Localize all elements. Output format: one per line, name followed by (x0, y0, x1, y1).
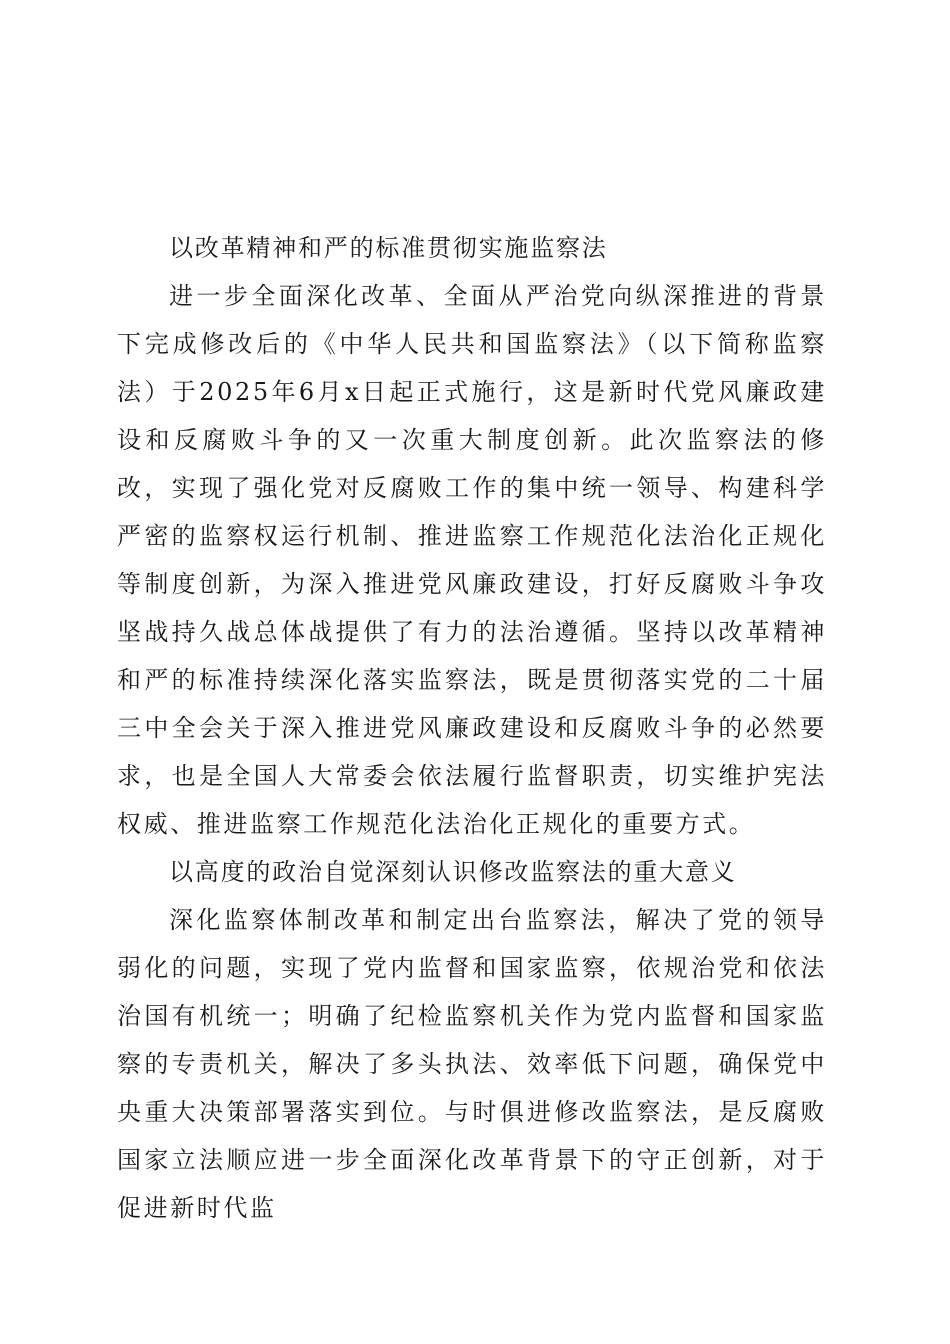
document-body (117, 224, 827, 1232)
document-title: 以改革精神和严的标准贯彻实施监察法 (169, 234, 608, 262)
paragraph: 深化监察体制改革和制定出台监察法，解决了党的领导弱化的问题，实现了党内监督和国家监察，依规治党和依法治国有机统一；明确了纪检监察机关作为党内监督和国家监察的专责机关，解决了多头执法、效率低下问题，确保党中央重大决策部署落实到位。与时俱进修改监察法，是反腐败国家立法顺应进一步全面深化改革背景下的守正创新，对于促进新时代监 (117, 906, 827, 1222)
paragraph: 进一步全面深化改革、全面从严治党向纵深推进的背景下完成修改后的《中华人民共和国监察法》（以下简称监察法）于2025年6月x日起正式施行，这是新时代党风廉政建设和反腐败斗争的又一次重大制度创新。此次监察法的修改，实现了强化党对反腐败工作的集中统一领导、构建科学严密的监察权运行机制、推进监察工作规范化法治化正规化等制度创新，为深入推进党风廉政建设，打好反腐败斗争攻坚战持久战总体战提供了有力的法治遵循。坚持以改革精神和严的标准持续深化落实监察法，既是贯彻落实党的二十届三中全会关于深入推进党风廉政建设和反腐败斗争的必然要求，也是全国人大常委会依法履行监督职责，切实维护宪法权威、推进监察工作规范化法治化正规化的重要方式。 (117, 282, 827, 838)
section-heading: 以高度的政治自觉深刻认识修改监察法的重大意义 (169, 858, 737, 886)
